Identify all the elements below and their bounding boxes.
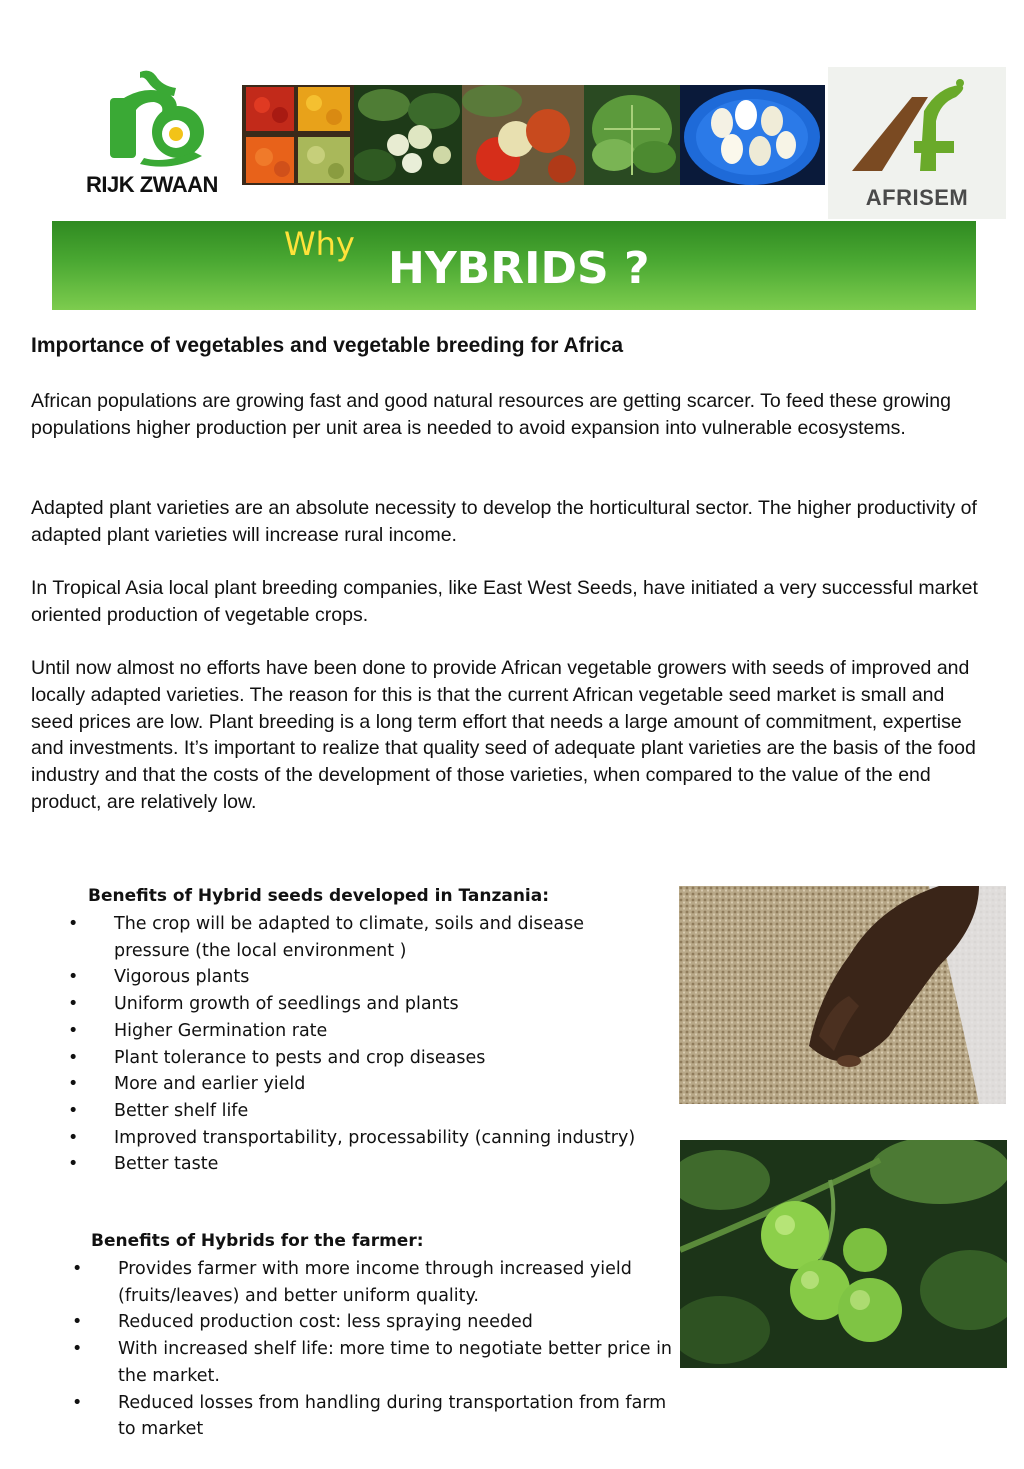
section-title: Importance of vegetables and vegetable breeding for Africa <box>31 334 624 357</box>
list-item <box>66 1071 656 1098</box>
farmer-benefits-list <box>70 1256 680 1443</box>
list-item <box>70 1309 680 1336</box>
title-banner <box>52 221 976 310</box>
list-item <box>70 1256 680 1309</box>
banner-title: HYBRIDS ? <box>388 243 650 294</box>
list-item <box>66 1098 656 1125</box>
header-photo-strip <box>242 85 825 185</box>
list-item-text: Plant tolerance to pests and crop diseases <box>114 1047 486 1068</box>
list-item <box>66 1018 656 1045</box>
bullet: • <box>72 1392 83 1413</box>
white-eggplant-bowl-image <box>680 85 825 185</box>
list-item-text: Reduced production cost: less spraying needed <box>118 1312 533 1333</box>
tanzania-benefits-list <box>66 911 656 1178</box>
rijk-zwaan-logo-mark <box>84 68 220 172</box>
list-item-text: Uniform growth of seedlings and plants <box>114 994 459 1015</box>
tomatoes-photo <box>462 85 584 185</box>
bullet: • <box>68 1127 79 1148</box>
bullet: • <box>68 994 79 1015</box>
paragraph-tropical-asia: In Tropical Asia local plant breeding companies, like East West Seeds, have initiated a very successful market oriented production of vegetable crops. <box>31 577 978 626</box>
paragraph-populations: African populations are growing fast and good natural resources are getting scarcer. To feed these growing populations higher production per unit area is needed to avoid expansion into vulnerable ecosystems. <box>31 390 951 439</box>
rijk-zwaan-logo-text: RIJK ZWAAN <box>86 172 218 197</box>
leafy-crop-photo <box>584 85 680 185</box>
list-item <box>66 911 656 964</box>
list-item <box>66 991 656 1018</box>
bullet: • <box>68 967 79 988</box>
peppers-crates-photo <box>242 85 354 185</box>
farmer-benefits-heading: Benefits of Hybrids for the farmer: <box>91 1231 424 1251</box>
eggplant-plant-photo <box>354 85 462 185</box>
list-item-text: Better shelf life <box>114 1100 249 1121</box>
green-tomatoes-photo <box>680 1140 1007 1368</box>
afrisem-logo <box>828 67 1006 219</box>
bullet: • <box>68 1020 79 1041</box>
list-item <box>66 1151 656 1178</box>
list-item <box>66 1045 656 1072</box>
seeds-hand-photo <box>679 886 1006 1104</box>
paragraph-efforts: Until now almost no efforts have been done to provide African vegetable growers with seeds of improved and locally adapted varieties. The reason for this is that the current African vegetable seed market is small and seed prices are low. Plant breeding is a long term effort that needs a large amount of commitment, expertise and investments. It’s important to realize that quality seed of adequate plant varieties are the basis of the food industry and that the costs of the development of those varieties, when compared to the value of the end product, are relatively low. <box>31 657 976 813</box>
list-item-text: With increased shelf life: more time to negotiate better price in the market. <box>118 1339 673 1386</box>
bullet: • <box>72 1312 83 1333</box>
list-item-text: Provides farmer with more income through increased yield (fruits/leaves) and better uniform quality. <box>118 1259 632 1306</box>
list-item-text: Better taste <box>114 1154 219 1175</box>
bullet: • <box>68 1047 79 1068</box>
afrisem-logo-mark <box>828 67 1006 187</box>
list-item <box>66 964 656 991</box>
afrisem-logo-text: AFRISEM <box>865 185 969 210</box>
leafy-crop-image <box>584 85 680 185</box>
list-item-text: More and earlier yield <box>114 1074 306 1095</box>
list-item <box>70 1336 680 1389</box>
tanzania-benefits-heading: Benefits of Hybrid seeds developed in Tanzania: <box>88 886 550 906</box>
tomatoes-image <box>462 85 584 185</box>
bullet: • <box>68 1154 79 1175</box>
paragraph-adapted-varieties: Adapted plant varieties are an absolute necessity to develop the horticultural sector. The higher productivity of adapted plant varieties will increase rural income. <box>31 497 977 546</box>
list-item <box>70 1390 680 1443</box>
peppers-crates-image <box>242 85 354 185</box>
green-tomatoes-image <box>680 1140 1007 1368</box>
bullet: • <box>72 1339 83 1360</box>
banner-why-text: Why <box>284 225 355 263</box>
list-item-text: The crop will be adapted to climate, soils and disease pressure (the local environment ) <box>114 914 584 961</box>
bullet: • <box>68 1100 79 1121</box>
bullet: • <box>72 1259 83 1279</box>
list-item-text: Improved transportability, processability (canning industry) <box>114 1127 636 1148</box>
list-item-text: Higher Germination rate <box>114 1020 328 1041</box>
list-item <box>66 1125 656 1152</box>
seeds-hand-image <box>679 886 1006 1104</box>
bullet: • <box>68 1074 79 1095</box>
list-item-text: Reduced losses from handling during transportation from farm to market <box>118 1392 667 1440</box>
white-eggplant-bowl-photo <box>680 85 825 185</box>
bullet: • <box>68 914 79 934</box>
list-item-text: Vigorous plants <box>114 967 250 988</box>
eggplant-plant-image <box>354 85 462 185</box>
